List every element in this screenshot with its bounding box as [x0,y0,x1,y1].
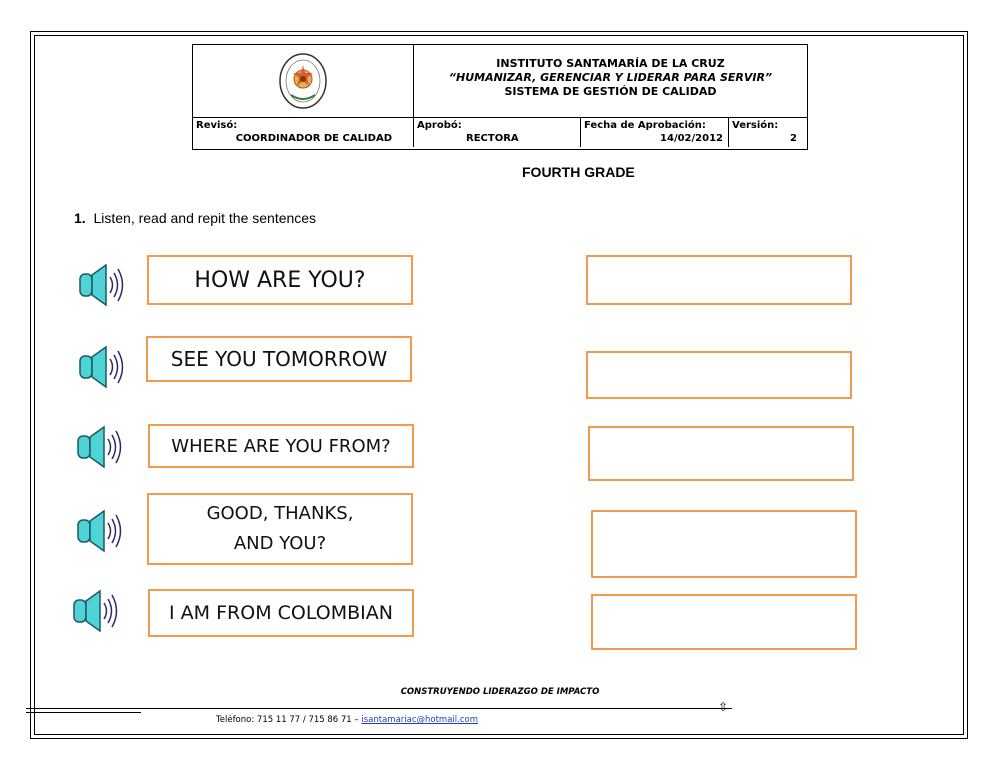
phrase-box: HOW ARE YOU? [147,255,413,305]
footer-contact [216,715,478,725]
footer-divider-short [26,712,141,713]
answer-box[interactable] [588,426,854,481]
answer-box[interactable] [591,594,857,650]
answer-box[interactable] [591,510,857,578]
version-cell [729,118,807,147]
header-double-rule [192,147,808,150]
speaker-icon[interactable] [70,588,122,634]
version-label: Versión: [732,120,779,131]
phrase-box: GOOD, THANKS, AND YOU? [147,493,413,565]
header-title [414,45,807,117]
answer-box[interactable] [586,255,852,305]
fecha-cell [581,118,729,147]
institution-motto: “HUMANIZAR, GERENCIAR Y LIDERAR PARA SERVIR” [448,71,773,84]
reviso-label: Revisó: [196,120,238,131]
speaker-icon[interactable] [76,344,128,390]
speaker-icon[interactable] [74,508,126,554]
footer-email-link[interactable]: isantamariac@hotmail.com [361,715,479,725]
school-seal-icon [277,51,329,111]
phrase-box: WHERE ARE YOU FROM? [148,424,414,468]
header-table [192,44,808,150]
instruction-number: 1. [74,210,86,226]
fecha-value: 14/02/2012 [660,133,723,144]
aprobo-label: Aprobó: [417,120,462,131]
logo-cell [193,45,414,117]
instruction [74,210,316,226]
reviso-cell [193,118,414,147]
answer-box[interactable] [586,351,852,399]
footer-motto: CONSTRUYENDO LIDERAZGO DE IMPACTO [400,687,600,697]
institution-name: INSTITUTO SANTAMARÍA DE LA CRUZ [496,57,725,70]
fecha-label: Fecha de Aprobación: [584,120,706,131]
aprobo-value: RECTORA [466,133,519,144]
quality-system: SISTEMA DE GESTIÓN DE CALIDAD [504,85,717,98]
reviso-value: COORDINADOR DE CALIDAD [235,133,392,144]
footer-divider [26,708,732,709]
version-value: 2 [790,133,797,144]
speaker-icon[interactable] [76,262,128,308]
phrase-box: I AM FROM COLOMBIAN [148,589,414,637]
grade-title: FOURTH GRADE [522,164,635,180]
instruction-text: Listen, read and repit the sentences [93,210,317,226]
phrase-box: SEE YOU TOMORROW [146,336,412,382]
resize-mark-icon: ⇳ [718,700,729,714]
speaker-icon[interactable] [74,424,126,470]
footer-phone: Teléfono: 715 11 77 / 715 86 71 – [216,715,362,725]
header-approval-row [193,117,807,147]
aprobo-cell [414,118,581,147]
